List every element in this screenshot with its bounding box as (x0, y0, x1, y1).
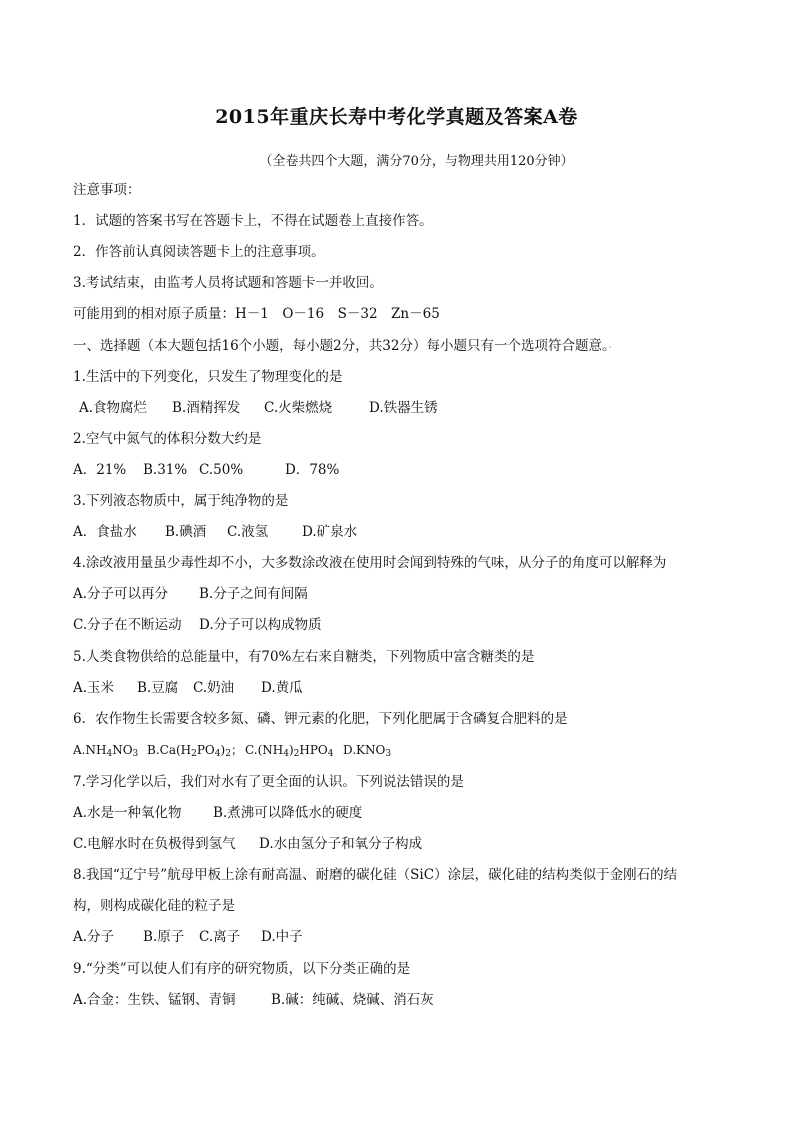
question-stem: 2.空气中氮气的体积分数大约是 (73, 431, 262, 447)
question-stem: 1.生活中的下列变化，只发生了物理变化的是 (73, 369, 343, 385)
notice-heading: 注意事项： (73, 182, 141, 198)
options-row (73, 585, 308, 603)
option: D.矿泉水 (302, 524, 358, 540)
section-heading (73, 337, 733, 357)
question-stem: 8.我国“辽宁号”航母甲板上涂有耐高温、耐磨的碳化硅（SiC）涂层，碳化硅的结构类似于金刚石的结 (73, 867, 678, 883)
notice-item: 2．作答前认真阅读答题卡上的注意事项。 (73, 244, 325, 260)
options-row (73, 804, 362, 822)
option-c-formula: $C.(NH_4)_2HPO_4$ (245, 743, 334, 759)
options-row (73, 616, 322, 634)
notice-item: 3.考试结束，由监考人员将试题和答题卡一并收回。 (73, 275, 383, 291)
notice-item: 1．试题的答案书写在答题卡上，不得在试题卷上直接作答。 (73, 213, 433, 229)
option: A．21% (73, 462, 127, 478)
option: D.中子 (261, 929, 303, 945)
question-stem-cont: 构，则构成碳化硅的粒子是 (73, 898, 235, 914)
question-stem: 9.“分类”可以使人们有序的研究物质，以下分类正确的是 (73, 961, 411, 977)
option: A.合金：生铁、锰钢、青铜 (73, 992, 236, 1008)
option: D．78% (285, 462, 340, 478)
option: C.奶油 (193, 680, 235, 696)
option-d-formula: $D.KNO_3$ (343, 743, 392, 759)
option: B.分子之间有间隔 (199, 586, 308, 602)
question-stem: 6．农作物生长需要含较多氮、磷、钾元素的化肥，下列化肥属于含磷复合肥料的是 (73, 711, 568, 727)
options-row (79, 399, 438, 417)
section-heading-text: 一、选择题（本大题包括16个小题，每小题2分，共32分）每小题只有一个选项符合题意。 (73, 338, 609, 354)
option: C.火柴燃烧 (264, 400, 333, 416)
options-row (73, 835, 422, 853)
option: C.50% (199, 462, 244, 478)
atomic-mass-line: 可能用到的相对原子质量：H－1 O－16 S－32 Zn－65 (73, 306, 440, 322)
option: A.食物腐烂 (79, 400, 148, 416)
option: B.酒精挥发 (172, 400, 241, 416)
option-a-formula: $A.NH_4NO_3$ (73, 743, 139, 759)
question-stem: 4.涂改液用量虽少毒性却不小，大多数涂改液在使用时会闻到特殊的气味，从分子的角度可以解释为 (73, 555, 667, 571)
option: C.离子 (199, 929, 241, 945)
option: D.水由氢分子和氧分子构成 (259, 836, 423, 852)
option: D.黄瓜 (261, 680, 303, 696)
option: A.玉米 (73, 680, 115, 696)
option: B.碱：纯碱、烧碱、消石灰 (271, 992, 434, 1008)
question-stem: 3.下列液态物质中，属于纯净物的是 (73, 493, 289, 509)
options-row (73, 928, 303, 946)
option-b-formula: $B.Ca(H_2PO_4)_2$； (147, 743, 243, 759)
option: C.电解水时在负极得到氢气 (73, 836, 236, 852)
question-stem: 5.人类食物供给的总能量中，有70%左右来自糖类，下列物质中富含糖类的是 (73, 649, 535, 665)
options-row (73, 991, 434, 1009)
stray-dot: · (608, 343, 612, 352)
option: B.碘酒 (165, 524, 207, 540)
option: D.铁器生锈 (369, 400, 438, 416)
option: B.31% (143, 462, 188, 478)
option: B.豆腐 (137, 680, 179, 696)
option: B.煮沸可以降低水的硬度 (213, 805, 363, 821)
options-row (73, 523, 357, 541)
option: B.原子 (143, 929, 185, 945)
options-row (73, 679, 303, 697)
option: D.分子可以构成物质 (199, 617, 322, 633)
option: C.分子在不断运动 (73, 617, 182, 633)
page-title: 2015年重庆长寿中考化学真题及答案A卷 (215, 106, 578, 128)
option: A．食盐水 (73, 524, 137, 540)
option: A.水是一种氧化物 (73, 805, 182, 821)
option: A.分子可以再分 (73, 586, 169, 602)
question-stem: 7.学习化学以后，我们对水有了更全面的认识。下列说法错误的是 (73, 774, 464, 790)
options-row (73, 461, 339, 479)
option: C.液氢 (227, 524, 269, 540)
option: A.分子 (73, 929, 115, 945)
options-row (73, 741, 391, 763)
page-subtitle: （全卷共四个大题，满分70分，与物理共用120分钟） (259, 154, 574, 169)
